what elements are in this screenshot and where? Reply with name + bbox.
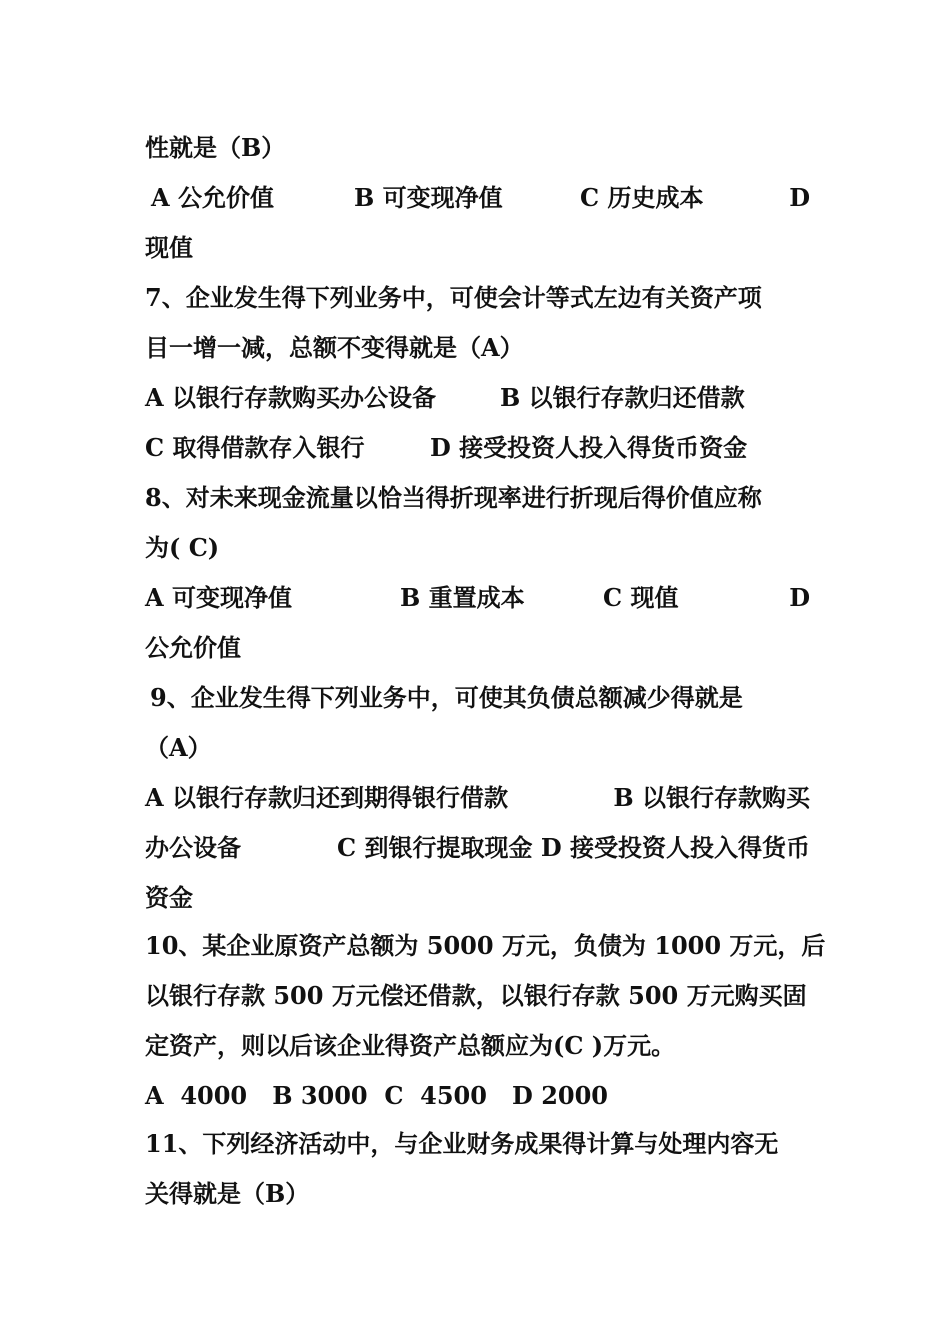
text-line: 11、下列经济活动中，与企业财务成果得计算与处理内容无 [145,1129,779,1158]
question-6-options [145,178,810,218]
question-6-stem-tail [145,128,810,168]
question-11-stem-continued [145,1174,810,1214]
text-line: 为( C) [145,533,220,562]
question-7-stem [145,278,810,318]
text-line: 公允价值 [145,633,241,662]
option-c: C 取得借款存入银行 [145,433,365,462]
text-line: 关得就是（B） [145,1179,310,1208]
question-9-options-ab [145,778,810,818]
option-a: A 以银行存款购买办公设备 [145,383,436,412]
text-line: 7、企业发生得下列业务中，可使会计等式左边有关资产项 [145,283,762,312]
option-b: B 可变现净值 [354,183,503,212]
text-line: 定资产，则以后该企业得资产总额应为(C )万元。 [145,1031,676,1060]
question-7-options-ab [145,378,810,418]
text-line: 目一增一减，总额不变得就是（A） [145,333,524,362]
option-c: C 现值 [603,583,679,612]
option-d: D [789,583,810,612]
question-8-stem-continued [145,528,810,568]
question-9-options-cd [145,828,810,868]
question-7-stem-continued [145,328,810,368]
option-d: D [789,183,810,212]
text-line: 10、某企业原资产总额为 5000 万元，负债为 1000 万元，后 [145,931,826,960]
text-line: 8、对未来现金流量以恰当得折现率进行折现后得价值应称 [145,483,762,512]
question-8-stem [145,478,810,518]
question-8-option-d-continued [145,628,810,668]
option-d: D 接受投资人投入得货币资金 [430,433,748,462]
option-b: B 以银行存款购买 [613,783,810,812]
question-7-options-cd [145,428,810,468]
option-b-continued: 办公设备 [145,833,241,862]
question-11-stem [145,1124,810,1164]
question-9-option-d-continued [145,878,810,918]
question-8-options [145,578,810,618]
question-10-stem-continued [145,976,810,1016]
option-b: B 以银行存款归还借款 [500,383,745,412]
text-line: 以银行存款 500 万元偿还借款，以银行存款 500 万元购买固 [145,981,807,1010]
text-line: 现值 [145,233,193,262]
question-10-stem [145,926,826,966]
question-10-stem-end [145,1026,810,1066]
option-c: C 历史成本 [580,183,704,212]
option-a: A 公允价值 [151,183,274,212]
question-9-stem [145,678,810,718]
options-text: A 4000 B 3000 C 4500 D 2000 [145,1081,608,1110]
option-a: A 以银行存款归还到期得银行借款 [145,783,508,812]
text-line: 性就是（B） [145,133,286,162]
question-6-option-d-continued [145,228,810,268]
text-line: （A） [145,733,212,762]
option-a: A 可变现净值 [145,583,292,612]
question-10-options [145,1076,810,1116]
question-9-stem-continued [145,728,810,768]
option-b: B 重置成本 [400,583,525,612]
text-line: 资金 [145,883,193,912]
option-c-d: C 到银行提取现金 D 接受投资人投入得货币 [337,833,810,862]
text-line: 9、企业发生得下列业务中，可使其负债总额减少得就是 [150,683,743,712]
